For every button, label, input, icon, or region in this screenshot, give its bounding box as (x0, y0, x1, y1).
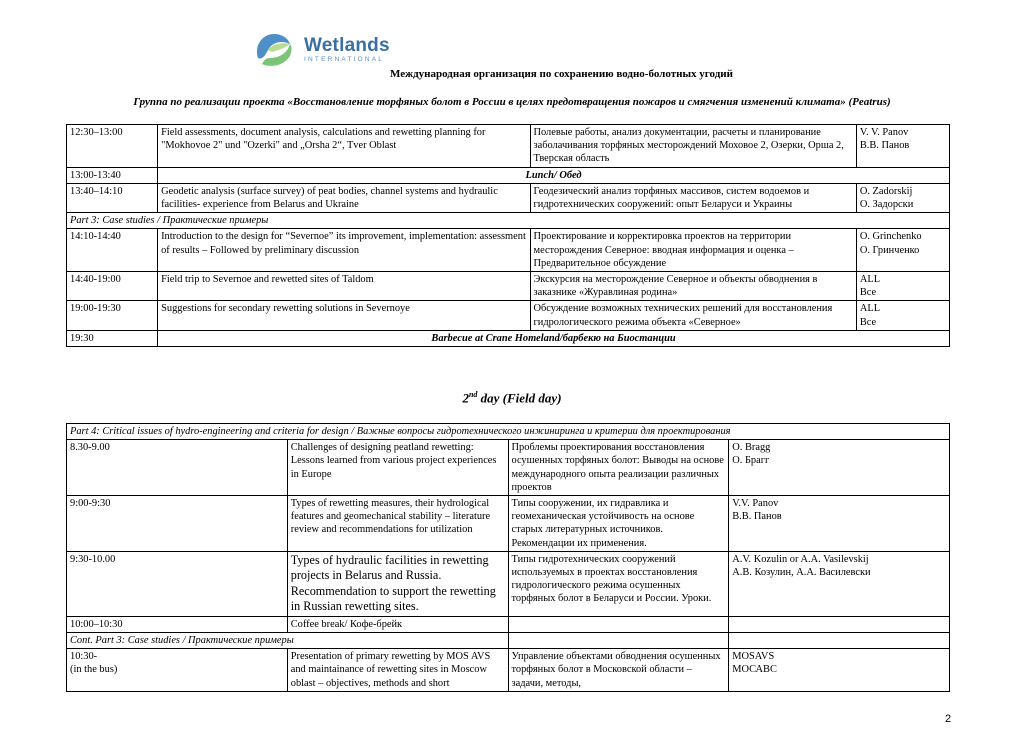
organization-title: Международная организация по сохранению водно-болотных угодий (390, 68, 733, 80)
english-cell: Field assessments, document analysis, calculations and rewetting planning for "Mokhovoe 2" und "Ozerki" and „Orsha 2“, Tver Oblast (158, 125, 530, 168)
presenter-cell (856, 272, 949, 301)
agenda-table-day1 (66, 124, 950, 347)
russian-cell: Обсуждение возможных технических решений для восстановления гидрологического режима объекта «Северное» (530, 301, 856, 330)
presenter-en: A.V. Kozulin or A.A. Vasilevskij (732, 553, 869, 565)
presenter-ru: В.В. Панов (732, 511, 782, 523)
presenter-en: O. Grinchenko (859, 231, 922, 243)
russian-cell: Типы сооружении, их гидравлика и геомеханическая устойчивость на основе старых литературных источников. Рекомендации их применения. (508, 496, 729, 552)
english-cell: Geodetic analysis (surface survey) of peat bodies, channel systems and hydraulic facilities- experience from Belarus and Ukraine (158, 183, 530, 212)
russian-cell (508, 616, 729, 632)
presenter-en: ALL (859, 274, 881, 286)
empty-cell (508, 632, 729, 648)
day2-number: 2 (462, 390, 469, 406)
presenter-en: V. V. Panov (859, 127, 909, 138)
table-row (67, 229, 950, 272)
presenter-cell (729, 616, 950, 632)
presenter-en: V.V. Panov (732, 498, 779, 510)
presenter-cell (856, 125, 949, 168)
russian-cell: Типы гидротехнических сооружений используемых в проектах восстановления гидрологического режима осушенных торфяных болот в Беларуси и России. Уроки. (508, 551, 729, 616)
presenter-en: ALL (859, 303, 881, 315)
english-cell: Presentation of primary rewetting by MOS AVS and maintainance of rewetting sites in Moscow oblast – objectives, methods and short (287, 649, 508, 692)
time-cell: 10:00–10:30 (67, 616, 288, 632)
table-row (67, 440, 950, 496)
part-heading: Cont. Part 3: Case studies / Практические примеры (67, 632, 509, 648)
time-cell: 13:00-13:40 (67, 167, 158, 183)
presenter-ru: Все (859, 287, 877, 299)
english-cell: Types of hydraulic facilities in rewetting projects in Belarus and Russia. Recommendation to support the rewetting in Russian rewetting sites. (287, 551, 508, 616)
russian-cell: Проблемы проектирования восстановления осушенных торфяных болот: Выводы на основе международного опыта реализации различных проектов (508, 440, 729, 496)
presenter-cell (856, 229, 949, 272)
wetlands-logo (252, 28, 390, 72)
time-cell (67, 649, 288, 692)
table-row (67, 616, 950, 632)
presenter-ru: О. Брагг (732, 455, 770, 467)
time-cell: 19:00-19:30 (67, 301, 158, 330)
table-row (67, 496, 950, 552)
presenter-cell (729, 551, 950, 616)
time-cell: 9:30-10.00 (67, 551, 288, 616)
part-heading: Part 3: Case studies / Практические примеры (67, 213, 950, 229)
presenter-en: O. Zadorskij (859, 185, 913, 197)
russian-cell: Управление объектами обводнения осушенных торфяных болот в Московской области – задачи, методы, (508, 649, 729, 692)
logo-subtitle: INTERNATIONAL (304, 56, 385, 64)
presenter-ru: В.В. Панов (859, 140, 910, 152)
english-cell: Types of rewetting measures, their hydrological features and geomechanical stability – literature review and recommendations for utilization (287, 496, 508, 552)
russian-cell: Геодезический анализ торфяных массивов, систем водоемов и гидротехнических сооружений: опыт Беларуси и Украины (530, 183, 856, 212)
presenter-cell (729, 440, 950, 496)
presenter-ru: А.В. Козулин, А.А. Василевски (732, 567, 871, 579)
empty-cell (729, 632, 950, 648)
project-group-title: Группа по реализации проекта «Восстановление торфяных болот в России в целях предотвращения пожаров и смягчения изменений климата» (Peatrus) (133, 96, 891, 108)
presenter-cell (729, 496, 950, 552)
table-row (67, 330, 950, 346)
presenter-ru: Все (859, 316, 877, 328)
part-heading: Part 4: Critical issues of hydro-engineering and criteria for design / Важные вопросы гидротехнического инжиниринга и критерии для проектирования (67, 424, 950, 440)
time-cell: 12:30–13:00 (67, 125, 158, 168)
time-cell: 19:30 (67, 330, 158, 346)
time-cell: 8.30-9.00 (67, 440, 288, 496)
page-number: 2 (945, 713, 952, 725)
presenter-en: MOSAVS (732, 651, 775, 663)
presenter-ru: МОСАВС (732, 664, 777, 676)
russian-cell: Проектирование и корректировка проектов на территории месторождения Северное: вводная информация и оценка – Предварительное обсуждение (530, 229, 856, 272)
presenter-en: O. Bragg (732, 442, 771, 454)
english-cell: Challenges of designing peatland rewetting: Lessons learned from various project experiences in Europe (287, 440, 508, 496)
time-cell: 9:00-9:30 (67, 496, 288, 552)
table-row (67, 213, 950, 229)
time-cell: 14:10-14:40 (67, 229, 158, 272)
russian-cell: Полевые работы, анализ документации, расчеты и планирование заболачивания торфяных месторождений Моховое 2, Озерки, Орша 2, Тверская область (530, 125, 856, 168)
time-cell: 13:40–14:10 (67, 183, 158, 212)
presenter-cell (856, 183, 949, 212)
presenter-ru: О. Задорски (859, 199, 914, 211)
english-cell: Introduction to the design for “Severnoe” its improvement, implementation: assessment of results – Followed by preliminary discussion (158, 229, 530, 272)
presenter-ru: О. Гринченко (859, 244, 920, 256)
day2-suffix: nd (468, 390, 478, 399)
table-row (67, 167, 950, 183)
day2-heading (0, 390, 1024, 406)
english-cell: Field trip to Severnoe and rewetted sites of Taldom (158, 272, 530, 301)
table-row (67, 183, 950, 212)
lunch-cell: Lunch/ Обед (158, 167, 950, 183)
english-cell: Coffee break/ Кофе-брейк (287, 616, 508, 632)
time-start: 10:30- (70, 651, 98, 663)
table-row (67, 272, 950, 301)
wetlands-logo-icon (252, 28, 298, 72)
barbecue-cell: Barbecue at Crane Homeland/барбекю на Биостанции (158, 330, 950, 346)
presenter-cell (856, 301, 949, 330)
day2-title: day (Field day) (480, 390, 562, 406)
table-row (67, 424, 950, 440)
table-row (67, 649, 950, 692)
table-row (67, 301, 950, 330)
logo-title: Wetlands (304, 35, 390, 57)
time-cell: 14:40-19:00 (67, 272, 158, 301)
english-cell: Suggestions for secondary rewetting solutions in Severnoye (158, 301, 530, 330)
table-row (67, 632, 950, 648)
presenter-cell (729, 649, 950, 692)
agenda-table-day2 (66, 423, 950, 692)
table-row (67, 551, 950, 616)
russian-cell: Экскурсия на месторождение Северное и объекты обводнения в заказнике «Журавлиная родина» (530, 272, 856, 301)
table-row (67, 125, 950, 168)
time-note: (in the bus) (70, 664, 118, 676)
